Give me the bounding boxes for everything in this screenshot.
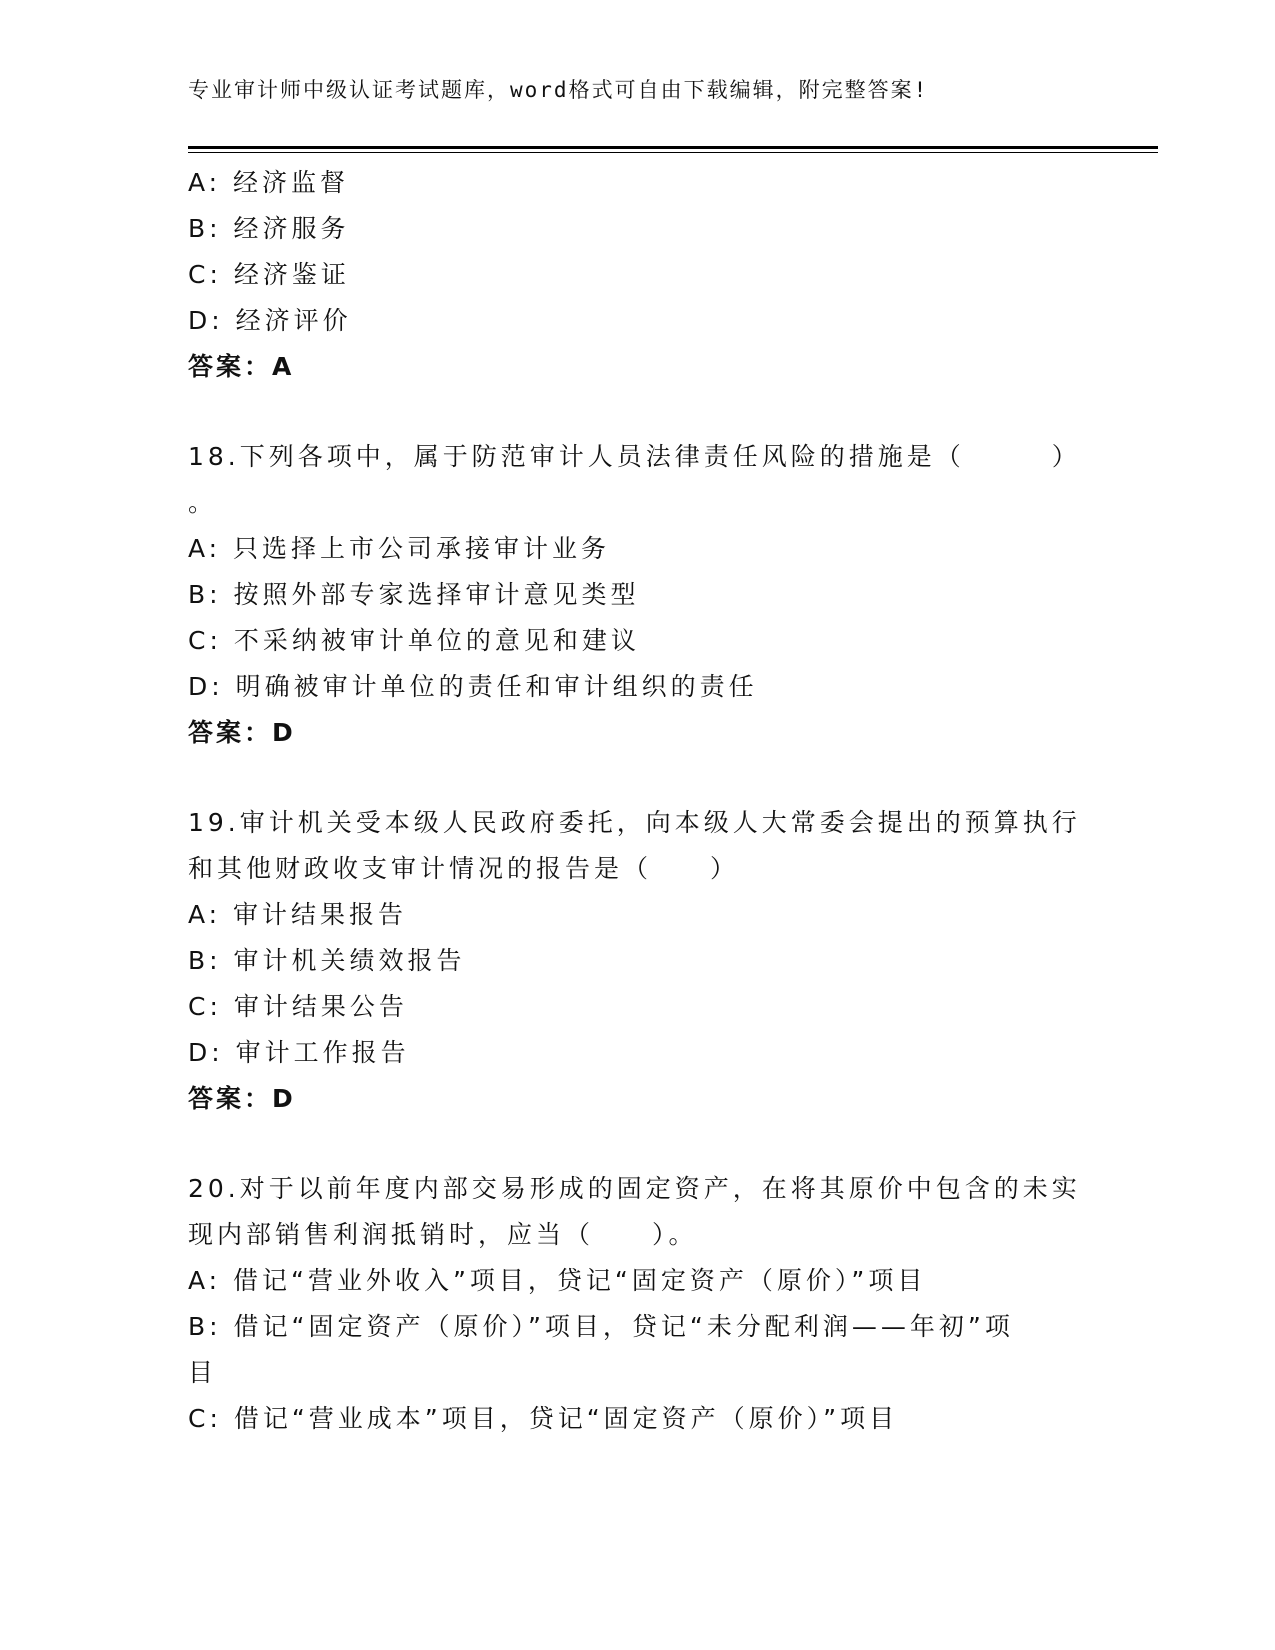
answer: 答案：D (188, 718, 296, 747)
option-a: A: 借记“营业外收入”项目，贷记“固定资产（原价）”项目 (188, 1266, 927, 1295)
question-content (188, 160, 1088, 1442)
option-b-cont: 目 (188, 1358, 218, 1387)
header-rule-thick (188, 146, 1158, 149)
option-b: B: 按照外部专家选择审计意见类型 (188, 580, 640, 609)
answer: 答案：A (188, 352, 295, 381)
page-header: 专业审计师中级认证考试题库，word格式可自由下载编辑，附完整答案! (188, 78, 929, 102)
option-b: B: 经济服务 (188, 214, 350, 243)
question-18 (188, 434, 1088, 756)
question-stem: 19.审计机关受本级人民政府委托，向本级人大常委会提出的预算执行 (188, 808, 1081, 837)
option-a: A: 经济监督 (188, 168, 350, 197)
question-stem-cont: 和其他财政收支审计情况的报告是（ ） (188, 854, 740, 883)
question-stem: 20.对于以前年度内部交易形成的固定资产，在将其原价中包含的未实 (188, 1174, 1081, 1203)
question-stem-cont: 现内部销售利润抵销时，应当（ ）。 (188, 1220, 698, 1249)
option-b: B: 借记“固定资产（原价）”项目，贷记“未分配利润——年初”项 (188, 1312, 1014, 1341)
question-20 (188, 1166, 1088, 1442)
answer: 答案：D (188, 1084, 296, 1113)
question-stem: 18.下列各项中，属于防范审计人员法律责任风险的措施是（ ） (188, 442, 1081, 471)
header-rule-thin (188, 152, 1158, 153)
spacer (188, 1122, 1088, 1166)
question-stem-cont: 。 (188, 488, 218, 517)
spacer (188, 756, 1088, 800)
option-d: D: 审计工作报告 (188, 1038, 410, 1067)
option-b: B: 审计机关绩效报告 (188, 946, 466, 975)
spacer (188, 390, 1088, 434)
option-c: C: 借记“营业成本”项目，贷记“固定资产（原价）”项目 (188, 1404, 899, 1433)
option-a: A: 只选择上市公司承接审计业务 (188, 534, 611, 563)
option-d: D: 明确被审计单位的责任和审计组织的责任 (188, 672, 758, 701)
option-c: C: 审计结果公告 (188, 992, 408, 1021)
question-17 (188, 160, 1088, 390)
option-c: C: 经济鉴证 (188, 260, 350, 289)
option-a: A: 审计结果报告 (188, 900, 408, 929)
option-c: C: 不采纳被审计单位的意见和建议 (188, 626, 640, 655)
option-d: D: 经济评价 (188, 306, 352, 335)
question-19 (188, 800, 1088, 1122)
